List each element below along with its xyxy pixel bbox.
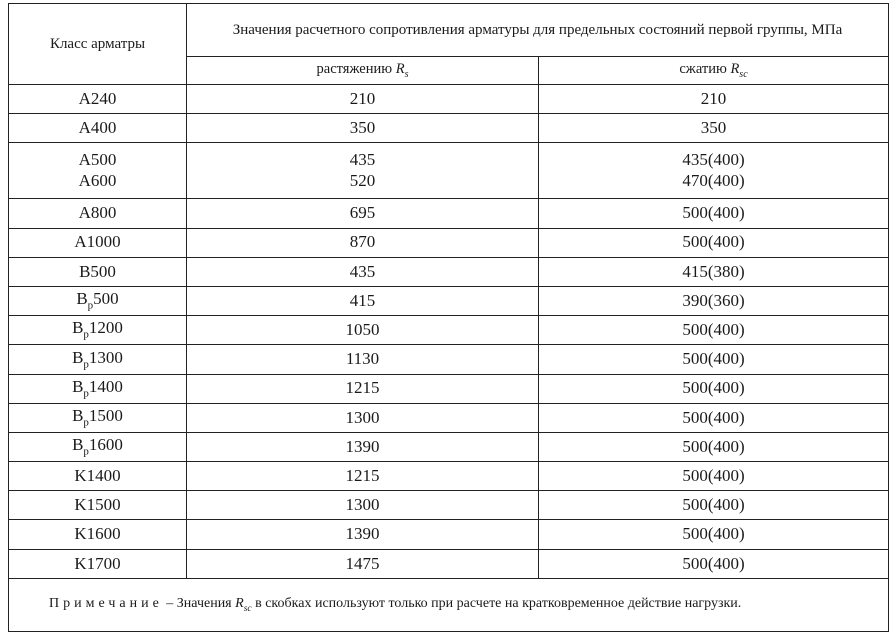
tension-cell: 350 [187,114,539,143]
compression-cell: 500(400) [539,374,889,403]
class-cell: A500 A600 [9,143,187,199]
group-header: Значения расчетного сопротивления арматуры для предельных состояний первой группы, МПа [187,4,889,57]
compression-cell: 500(400) [539,462,889,491]
table-row [9,345,889,374]
class-cell: K1500 [9,491,187,520]
compression-cell: 500(400) [539,228,889,257]
tension-cell: 1390 [187,432,539,461]
class-column-header: Класс арматры [9,4,187,85]
tension-header: растяжению $R_s$ [187,57,539,85]
compression-cell: 350 [539,114,889,143]
compression-cell: 500(400) [539,549,889,578]
table-row [9,520,889,549]
table-row [9,316,889,345]
table-row [9,143,889,199]
tension-cell: 415 [187,286,539,315]
compression-cell: 500(400) [539,345,889,374]
table-note: Примечание – Значения $R_{sc}$ в скобках используют только при расчете на кратковременное действие нагрузки. [9,578,889,631]
table-row [9,228,889,257]
class-cell: K1700 [9,549,187,578]
class-cell: $B_р500$ [9,286,187,315]
class-cell: $B_р1600$ [9,432,187,461]
table-row [9,257,889,286]
table-row [9,199,889,228]
compression-cell: 500(400) [539,491,889,520]
compression-cell: 390(360) [539,286,889,315]
compression-cell: 435(400) 470(400) [539,143,889,199]
table-row [9,114,889,143]
tension-cell: 1215 [187,374,539,403]
tension-cell: 210 [187,85,539,114]
tension-cell: 435 [187,257,539,286]
tension-cell: 1050 [187,316,539,345]
class-cell: $B_р1400$ [9,374,187,403]
table-row [9,549,889,578]
compression-cell: 500(400) [539,199,889,228]
tension-cell: 435 520 [187,143,539,199]
class-cell: B500 [9,257,187,286]
table-row [9,403,889,432]
compression-cell: 415(380) [539,257,889,286]
tension-cell: 870 [187,228,539,257]
compression-header: сжатию $R_{sc}$ [539,57,889,85]
class-cell: A800 [9,199,187,228]
table-row [9,462,889,491]
class-cell: A240 [9,85,187,114]
table-row [9,286,889,315]
class-cell: K1400 [9,462,187,491]
class-cell: K1600 [9,520,187,549]
class-cell: $B_р1300$ [9,345,187,374]
compression-cell: 500(400) [539,403,889,432]
table-row [9,85,889,114]
class-cell: $B_р1500$ [9,403,187,432]
table-row [9,491,889,520]
tension-cell: 1390 [187,520,539,549]
note-label: Примечание [49,596,163,612]
compression-cell: 500(400) [539,432,889,461]
resistance-table [8,3,889,632]
table-row [9,374,889,403]
tension-cell: 1475 [187,549,539,578]
tension-cell: 1300 [187,403,539,432]
compression-cell: 210 [539,85,889,114]
tension-cell: 1130 [187,345,539,374]
compression-cell: 500(400) [539,520,889,549]
compression-cell: 500(400) [539,316,889,345]
class-cell: $B_р1200$ [9,316,187,345]
tension-cell: 1300 [187,491,539,520]
class-cell: A1000 [9,228,187,257]
tension-cell: 1215 [187,462,539,491]
table-row [9,432,889,461]
tension-cell: 695 [187,199,539,228]
class-cell: A400 [9,114,187,143]
